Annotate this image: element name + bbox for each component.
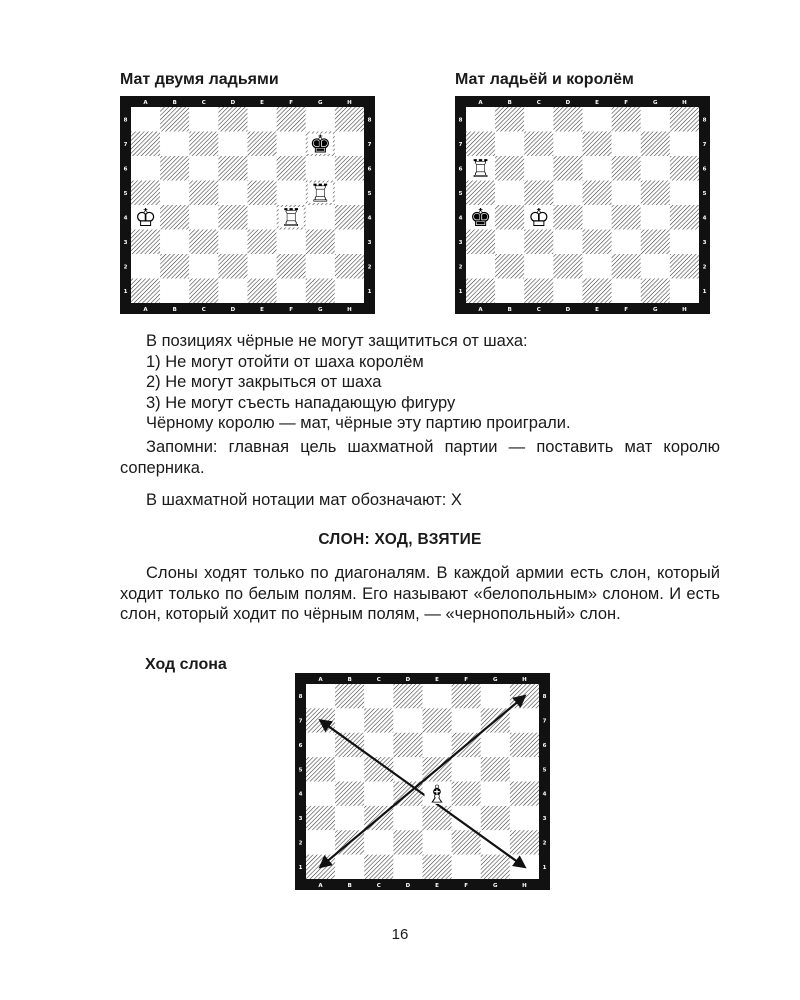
light-square xyxy=(452,855,481,879)
dark-square xyxy=(335,684,364,708)
dark-square xyxy=(160,254,189,279)
light-square xyxy=(277,279,306,304)
light-square xyxy=(670,132,699,157)
dark-square xyxy=(189,132,218,157)
light-square xyxy=(481,733,510,757)
dark-square xyxy=(452,684,481,708)
dark-square xyxy=(641,279,670,304)
light-square xyxy=(510,757,539,781)
rank-label: 1 xyxy=(298,864,303,871)
dark-square xyxy=(612,156,641,181)
light-square xyxy=(335,855,364,879)
light-square xyxy=(423,733,452,757)
dark-square xyxy=(481,806,510,830)
paragraph-notation: В шахматной нотации мат обозначают: X xyxy=(146,491,462,509)
black-king-icon: ♚ xyxy=(309,129,332,159)
file-label: D xyxy=(565,307,571,313)
light-square xyxy=(423,684,452,708)
file-label: D xyxy=(230,100,236,106)
white-bishop-icon: ♗ xyxy=(426,779,448,809)
rank-label: 1 xyxy=(542,864,547,871)
dark-square xyxy=(248,181,277,206)
light-square xyxy=(495,181,524,206)
file-label: A xyxy=(318,883,323,889)
dark-square xyxy=(335,156,364,181)
dark-square xyxy=(277,156,306,181)
dark-square xyxy=(510,782,539,806)
diagram-caption-bishop-move: Ход слона xyxy=(145,656,227,673)
file-label: H xyxy=(682,100,687,106)
dark-square xyxy=(189,230,218,255)
light-square xyxy=(524,156,553,181)
dark-square xyxy=(553,156,582,181)
rank-label: 1 xyxy=(123,288,128,295)
light-square xyxy=(335,230,364,255)
dark-square xyxy=(218,254,247,279)
dark-square xyxy=(641,230,670,255)
dark-square xyxy=(335,205,364,230)
file-label: G xyxy=(493,883,498,889)
rank-label: 2 xyxy=(367,264,372,271)
file-label: A xyxy=(318,677,323,683)
rank-label: 1 xyxy=(367,288,372,295)
light-square xyxy=(553,181,582,206)
rank-label: 7 xyxy=(367,141,372,148)
light-square xyxy=(612,132,641,157)
light-square xyxy=(218,181,247,206)
rank-label: 4 xyxy=(298,791,303,798)
file-label: G xyxy=(318,100,323,106)
rank-label: 6 xyxy=(123,166,128,173)
file-label: C xyxy=(536,100,541,106)
dark-square xyxy=(393,830,422,854)
light-square xyxy=(364,782,393,806)
dark-square xyxy=(218,205,247,230)
light-square xyxy=(524,254,553,279)
dark-square xyxy=(466,230,495,255)
rank-label: 1 xyxy=(702,288,707,295)
dark-square xyxy=(131,230,160,255)
file-label: H xyxy=(347,307,352,313)
rank-label: 3 xyxy=(702,239,707,246)
dark-square xyxy=(364,708,393,732)
light-square xyxy=(641,254,670,279)
rank-label: 5 xyxy=(702,190,707,197)
dark-square xyxy=(423,855,452,879)
white-king-icon: ♔ xyxy=(134,203,157,233)
light-square xyxy=(248,107,277,132)
light-square xyxy=(641,107,670,132)
light-square xyxy=(495,279,524,304)
light-square xyxy=(670,279,699,304)
file-label: E xyxy=(260,100,264,106)
light-square xyxy=(612,230,641,255)
light-square xyxy=(495,132,524,157)
light-square xyxy=(423,830,452,854)
file-label: G xyxy=(653,307,658,313)
dark-square xyxy=(189,279,218,304)
file-label: A xyxy=(143,100,148,106)
dark-square xyxy=(524,181,553,206)
rank-label: 3 xyxy=(542,816,547,823)
dark-square xyxy=(524,230,553,255)
file-label: H xyxy=(347,100,352,106)
light-square xyxy=(335,279,364,304)
dark-square xyxy=(495,107,524,132)
dark-square xyxy=(335,782,364,806)
file-label: B xyxy=(507,100,512,106)
file-label: G xyxy=(493,677,498,683)
light-square xyxy=(248,205,277,230)
rank-label: 7 xyxy=(458,141,463,148)
file-label: F xyxy=(624,307,629,313)
rank-label: 2 xyxy=(123,264,128,271)
dark-square xyxy=(452,782,481,806)
rank-label: 5 xyxy=(123,190,128,197)
dark-square xyxy=(277,107,306,132)
light-square xyxy=(466,107,495,132)
light-square xyxy=(189,254,218,279)
white-king-icon: ♔ xyxy=(527,203,550,233)
white-rook-icon: ♖ xyxy=(309,178,332,208)
list-item: 3) Не могут съесть нападающую фигуру xyxy=(146,393,456,412)
dark-square xyxy=(583,132,612,157)
file-label: H xyxy=(522,677,527,683)
paragraph-bishop: Слоны ходят только по диагоналям. В каждой армии есть слон, который ходит только по белым полям. Его называют «белопольным» слоном. И есть слон, который ходит по чёрным полям, — «чернопольный» слон. xyxy=(120,564,720,623)
file-label: H xyxy=(682,307,687,313)
light-square xyxy=(481,782,510,806)
chess-board-two-rooks-mate xyxy=(120,96,375,314)
dark-square xyxy=(248,132,277,157)
light-square xyxy=(306,156,335,181)
list-item: 1) Не могут отойти от шаха королём xyxy=(146,352,424,371)
dark-square xyxy=(466,279,495,304)
rank-label: 5 xyxy=(367,190,372,197)
light-square xyxy=(131,156,160,181)
file-label: E xyxy=(260,307,264,313)
light-square xyxy=(364,830,393,854)
light-square xyxy=(306,205,335,230)
light-square xyxy=(160,279,189,304)
light-square xyxy=(583,107,612,132)
light-square xyxy=(612,181,641,206)
light-square xyxy=(131,254,160,279)
dark-square xyxy=(670,205,699,230)
light-square xyxy=(510,708,539,732)
file-label: A xyxy=(478,100,483,106)
dark-square xyxy=(612,107,641,132)
rank-label: 4 xyxy=(702,215,707,222)
light-square xyxy=(583,156,612,181)
light-square xyxy=(466,254,495,279)
rank-label: 6 xyxy=(367,166,372,173)
light-square xyxy=(306,782,335,806)
rank-label: 4 xyxy=(458,215,463,222)
light-square xyxy=(335,181,364,206)
light-square xyxy=(393,806,422,830)
light-square xyxy=(364,733,393,757)
light-square xyxy=(393,757,422,781)
light-square xyxy=(583,254,612,279)
chess-board-bishop-move xyxy=(295,673,550,890)
rank-label: 5 xyxy=(298,767,303,774)
light-square xyxy=(553,132,582,157)
dark-square xyxy=(495,205,524,230)
light-square xyxy=(335,708,364,732)
dark-square xyxy=(306,230,335,255)
file-label: F xyxy=(464,883,469,889)
dark-square xyxy=(131,132,160,157)
diagram-caption-two-rooks: Мат двумя ладьями xyxy=(120,71,279,88)
light-square xyxy=(583,205,612,230)
black-king-icon: ♚ xyxy=(469,203,492,233)
file-label: A xyxy=(478,307,483,313)
light-square xyxy=(524,107,553,132)
light-square xyxy=(248,156,277,181)
paragraph-check-defense xyxy=(120,331,720,434)
dark-square xyxy=(583,230,612,255)
file-label: B xyxy=(507,307,512,313)
dark-square xyxy=(641,181,670,206)
light-square xyxy=(248,254,277,279)
light-square xyxy=(218,132,247,157)
rank-label: 7 xyxy=(298,718,303,725)
rank-label: 2 xyxy=(542,840,547,847)
dark-square xyxy=(335,107,364,132)
rank-label: 7 xyxy=(702,141,707,148)
dark-square xyxy=(423,806,452,830)
file-label: E xyxy=(435,677,439,683)
light-square xyxy=(670,230,699,255)
light-square xyxy=(335,806,364,830)
file-label: B xyxy=(347,677,352,683)
dark-square xyxy=(335,733,364,757)
dark-square xyxy=(131,181,160,206)
dark-square xyxy=(481,855,510,879)
light-square xyxy=(306,733,335,757)
rank-label: 2 xyxy=(298,840,303,847)
rank-label: 6 xyxy=(458,166,463,173)
file-label: C xyxy=(201,100,206,106)
dark-square xyxy=(160,107,189,132)
rank-label: 5 xyxy=(458,190,463,197)
dark-square xyxy=(583,279,612,304)
dark-square xyxy=(452,830,481,854)
light-square xyxy=(393,855,422,879)
file-label: C xyxy=(201,307,206,313)
light-square xyxy=(495,230,524,255)
rank-label: 2 xyxy=(702,264,707,271)
dark-square xyxy=(189,181,218,206)
rank-label: 8 xyxy=(298,694,303,701)
file-label: F xyxy=(624,100,629,106)
light-square xyxy=(641,156,670,181)
light-square xyxy=(510,806,539,830)
light-square xyxy=(189,156,218,181)
rank-label: 4 xyxy=(367,215,372,222)
dark-square xyxy=(277,254,306,279)
light-square xyxy=(160,181,189,206)
white-rook-icon: ♖ xyxy=(469,154,492,184)
rank-label: 7 xyxy=(123,141,128,148)
light-square xyxy=(189,205,218,230)
light-square xyxy=(277,181,306,206)
dark-square xyxy=(612,205,641,230)
rank-label: 8 xyxy=(458,117,463,124)
page-number: 16 xyxy=(391,926,409,943)
dark-square xyxy=(481,757,510,781)
dark-square xyxy=(306,757,335,781)
dark-square xyxy=(641,132,670,157)
text-line: В позициях чёрные не могут защититься от шаха: xyxy=(146,332,528,350)
light-square xyxy=(306,830,335,854)
dark-square xyxy=(670,254,699,279)
dark-square xyxy=(248,279,277,304)
file-label: D xyxy=(405,677,411,683)
dark-square xyxy=(364,855,393,879)
light-square xyxy=(306,684,335,708)
rank-label: 3 xyxy=(298,816,303,823)
light-square xyxy=(481,830,510,854)
dark-square xyxy=(393,684,422,708)
rank-label: 4 xyxy=(123,215,128,222)
file-label: B xyxy=(347,883,352,889)
rank-label: 7 xyxy=(542,718,547,725)
file-label: C xyxy=(376,883,381,889)
file-label: G xyxy=(318,307,323,313)
light-square xyxy=(335,132,364,157)
light-square xyxy=(612,279,641,304)
dark-square xyxy=(160,156,189,181)
rank-label: 3 xyxy=(367,239,372,246)
file-label: F xyxy=(289,307,294,313)
file-label: B xyxy=(172,100,177,106)
file-label: E xyxy=(435,883,439,889)
rank-label: 6 xyxy=(542,742,547,749)
rank-label: 5 xyxy=(542,767,547,774)
dark-square xyxy=(218,156,247,181)
light-square xyxy=(131,107,160,132)
rank-label: 2 xyxy=(458,264,463,271)
light-square xyxy=(189,107,218,132)
file-label: B xyxy=(172,307,177,313)
dark-square xyxy=(612,254,641,279)
rank-label: 8 xyxy=(123,117,128,124)
dark-square xyxy=(466,132,495,157)
dark-square xyxy=(510,733,539,757)
dark-square xyxy=(670,156,699,181)
file-label: D xyxy=(565,100,571,106)
rank-label: 3 xyxy=(123,239,128,246)
chess-board-rook-king-mate xyxy=(455,96,710,314)
dark-square xyxy=(306,279,335,304)
file-label: G xyxy=(653,100,658,106)
file-label: H xyxy=(522,883,527,889)
dark-square xyxy=(553,205,582,230)
dark-square xyxy=(218,107,247,132)
light-square xyxy=(277,132,306,157)
dark-square xyxy=(553,254,582,279)
light-square xyxy=(481,684,510,708)
light-square xyxy=(641,205,670,230)
light-square xyxy=(306,107,335,132)
text-line: Чёрному королю — мат, чёрные эту партию проиграли. xyxy=(146,414,571,432)
light-square xyxy=(393,708,422,732)
light-square xyxy=(452,708,481,732)
section-title: СЛОН: ХОД, ВЗЯТИЕ xyxy=(318,531,482,548)
file-label: E xyxy=(595,307,599,313)
light-square xyxy=(335,757,364,781)
file-label: C xyxy=(536,307,541,313)
dark-square xyxy=(423,708,452,732)
rank-label: 1 xyxy=(458,288,463,295)
file-label: C xyxy=(376,677,381,683)
dark-square xyxy=(306,806,335,830)
file-label: E xyxy=(595,100,599,106)
light-square xyxy=(553,279,582,304)
dark-square xyxy=(553,107,582,132)
file-label: F xyxy=(464,677,469,683)
dark-square xyxy=(248,230,277,255)
dark-square xyxy=(160,205,189,230)
file-label: D xyxy=(405,883,411,889)
light-square xyxy=(670,181,699,206)
rank-label: 6 xyxy=(298,742,303,749)
dark-square xyxy=(495,254,524,279)
light-square xyxy=(553,230,582,255)
light-square xyxy=(364,684,393,708)
dark-square xyxy=(524,132,553,157)
dark-square xyxy=(510,830,539,854)
light-square xyxy=(306,254,335,279)
rank-label: 8 xyxy=(702,117,707,124)
light-square xyxy=(277,230,306,255)
light-square xyxy=(160,230,189,255)
light-square xyxy=(218,279,247,304)
file-label: A xyxy=(143,307,148,313)
dark-square xyxy=(393,733,422,757)
paragraph-remember: Запомни: главная цель шахматной партии — поставить мат королю соперника. xyxy=(120,438,720,477)
rank-label: 8 xyxy=(367,117,372,124)
rank-label: 8 xyxy=(542,694,547,701)
file-label: D xyxy=(230,307,236,313)
rank-label: 3 xyxy=(458,239,463,246)
diagram-caption-rook-king: Мат ладьёй и королём xyxy=(455,71,634,88)
light-square xyxy=(218,230,247,255)
dark-square xyxy=(495,156,524,181)
file-label: F xyxy=(289,100,294,106)
rank-label: 4 xyxy=(542,791,547,798)
light-square xyxy=(452,757,481,781)
dark-square xyxy=(466,181,495,206)
dark-square xyxy=(583,181,612,206)
rank-label: 6 xyxy=(702,166,707,173)
list-item: 2) Не могут закрыться от шаха xyxy=(146,373,382,391)
light-square xyxy=(160,132,189,157)
dark-square xyxy=(335,254,364,279)
white-rook-icon: ♖ xyxy=(280,203,303,233)
dark-square xyxy=(131,279,160,304)
dark-square xyxy=(524,279,553,304)
dark-square xyxy=(670,107,699,132)
